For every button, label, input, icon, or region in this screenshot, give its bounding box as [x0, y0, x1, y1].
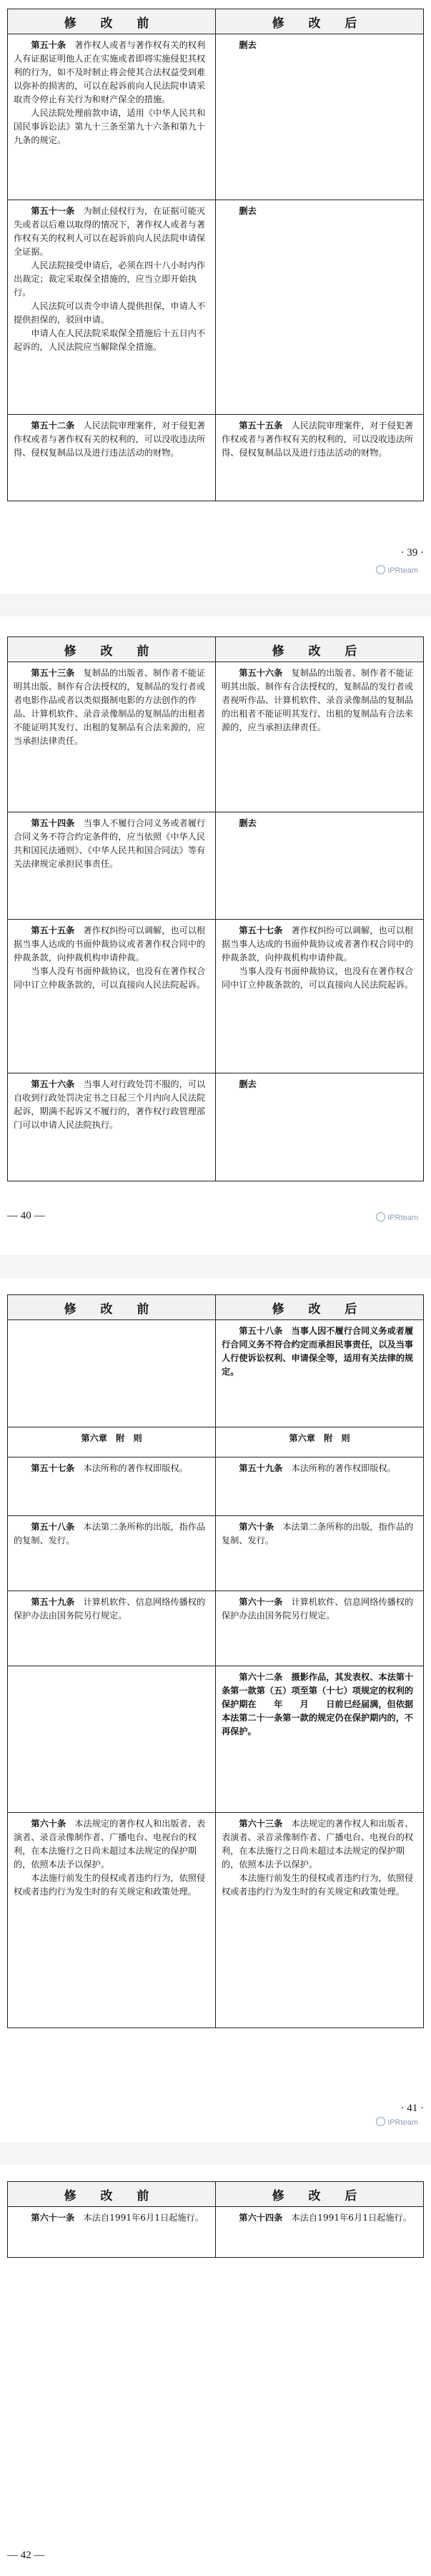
- cell-before: 第五十七条 本法所称的著作权即版权。: [8, 1457, 216, 1515]
- cell-before: 第五十五条 著作权纠纷可以调解，也可以根据当事人达成的书面仲裁协议或者著作权合同中的仲裁条款，向仲裁机构申请仲裁。 当事人没有书面仲裁协议，也没有在著作权合同中订立仲裁条款的，可以直接向人民法院起诉。: [8, 920, 216, 1073]
- cell-after: 第五十九条 本法所称的著作权即版权。: [239, 1463, 396, 1473]
- table-row: [8, 2207, 423, 2257]
- header-after: 修 改 后: [272, 2188, 367, 2203]
- table-row: [8, 1073, 423, 1181]
- header-before: 修 改 前: [8, 637, 216, 662]
- cell-before: 第六十一条 本法自1991年6月1日起施行。: [8, 2207, 216, 2257]
- cell-before: 第五十一条 为制止侵权行为，在证据可能灭失或者以后难以取得的情况下，著作权人或者与著作权有关的权利人可以在起诉前向人民法院申请保全证据。 人民法院接受申请后，必须在四十八小时内作出裁定；裁定采取保全措施的，应当立即开始执行。 人民法院可以责令申请人提供担保，申请人不提供担保的，驳回申请。 申请人在人民法院采取保全措施后十五日内不起诉的，人民法院应当解除保全措施。: [8, 200, 216, 414]
- cell-before: 第五十二条 人民法院审理案件，对于侵犯著作权或者与著作权有关的权利的，可以没收违法所得、侵权复制品以及进行违法活动的财物。: [8, 415, 216, 501]
- cell-before: [8, 1666, 216, 1812]
- cell-after: 第六十四条 本法自1991年6月1日起施行。: [239, 2213, 412, 2223]
- table-header: [8, 9, 423, 34]
- page-number: — 40 —: [7, 1210, 45, 1221]
- table-row: [8, 1457, 423, 1516]
- chapter-title: 第六章 附 则: [289, 1433, 350, 1443]
- cell-before: 第五十九条 计算机软件、信息网络传播权的保护办法由国务院另行规定。: [8, 1591, 216, 1666]
- cell-after: [216, 1427, 423, 1457]
- page-number: · 41 ·: [400, 2103, 424, 2114]
- header-after: 修 改 后: [272, 644, 367, 659]
- page-39: [0, 0, 431, 586]
- comparison-table: [7, 1294, 424, 2028]
- page-42: [0, 2174, 431, 2575]
- cell-before: 第五十条 著作权人或者与著作权有关的权利人有证据证明他人正在实施或者即将实施侵犯其权利的行为，如不及时制止将会使其合法权益受到难以弥补的损害的，可以在起诉前向人民法院申请采取责令停止有关行为和财产保全的措施。 人民法院处理前款申请，适用《中华人民共和国民事诉讼法》第九十三条至第九十六条和第九十九条的规定。: [8, 34, 216, 200]
- table-row: [8, 1591, 423, 1666]
- table-row: [8, 1427, 423, 1457]
- page-41: [0, 1287, 431, 2131]
- watermark: IPRteam: [376, 565, 418, 575]
- header-before: 修 改 前: [8, 2182, 216, 2206]
- cell-before: 第五十八条 本法第二条所称的出版，指作品的复制、发行。: [8, 1516, 216, 1591]
- table-header: [8, 1295, 423, 1320]
- cell-after: 第六十三条 本法规定的著作权人和出版者、表演者、录音录像制作者、广播电台、电视台的权利，在本法施行之日尚未超过本法规定的保护期的，依照本法予以保护。 本法施行前发生的侵权或者违约行为，依照侵权或者违约行为发生时的有关规定和政策处理。: [222, 1819, 414, 1897]
- cell-after: 第五十六条 复制品的出版者、制作者不能证明其出版、制作有合法授权的，复制品的发行者或者视听作品、计算机软件、录音录像制品的复制品的出租者不能证明其发行、出租的复制品有合法来源的，应当承担法律责任。: [222, 668, 414, 732]
- watermark-icon: [376, 565, 385, 574]
- table-row: [8, 920, 423, 1073]
- comparison-table: [7, 9, 424, 501]
- cell-after: 第五十五条 人民法院审理案件，对于侵犯著作权或者与著作权有关的权利的，可以没收违法所得、侵权复制品以及进行违法活动的财物。: [222, 421, 414, 458]
- table-row: [8, 1516, 423, 1591]
- header-before: 修 改 前: [8, 9, 216, 34]
- table-row: [8, 200, 423, 415]
- page-40: [0, 629, 431, 1244]
- watermark: IPRteam: [376, 1212, 418, 1222]
- cell-before: 第六十条 本法规定的著作权人和出版者、表演者、录音录像制作者、广播电台、电视台的权利，在本法施行之日尚未超过本法规定的保护期的，依照本法予以保护。 本法施行前发生的侵权或者违约行为，依照侵权或者违约行为发生时的有关规定和政策处理。: [8, 1813, 216, 2027]
- page-gap: [0, 594, 431, 616]
- table-row: [8, 1666, 423, 1813]
- cell-after: 第六十条 本法第二条所称的出版，指作品的复制、发行。: [222, 1522, 414, 1545]
- cell-after: 第六十一条 计算机软件、信息网络传播权的保护办法由国务院另行规定。: [222, 1597, 414, 1621]
- cell-before: 第五十六条 当事人对行政处罚不服的，可以自收到行政处罚决定书之日起三个月内向人民法院起诉，期满不起诉又不履行的，著作权行政管理部门可以申请人民法院执行。: [8, 1073, 216, 1181]
- table-header: [8, 637, 423, 662]
- table-row: [8, 662, 423, 812]
- header-after: 修 改 后: [272, 1302, 367, 1317]
- cell-before: [8, 1427, 216, 1457]
- table-row: [8, 1320, 423, 1427]
- cell-before: 第五十四条 当事人不履行合同义务或者履行合同义务不符合约定条件的，应当依照《中华人民共和国民法通则》、《中华人民共和国合同法》等有关法律规定承担民事责任。: [8, 812, 216, 919]
- header-before: 修 改 前: [8, 1295, 216, 1319]
- cell-before: [8, 1320, 216, 1427]
- page-gap: [0, 1255, 431, 1278]
- table-row: [8, 812, 423, 920]
- cell-after: 删去: [239, 206, 257, 216]
- watermark-icon: [376, 2117, 385, 2126]
- cell-after: 第五十七条 著作权纠纷可以调解，也可以根据当事人达成的书面仲裁协议或者著作权合同中的仲裁条款，向仲裁机构申请仲裁。 当事人没有书面仲裁协议，也没有在著作权合同中订立仲裁条款的，可以直接向人民法院起诉。: [222, 925, 414, 990]
- page-gap: [0, 2142, 431, 2165]
- watermark-icon: [376, 1212, 385, 1221]
- watermark: IPRteam: [376, 2117, 418, 2127]
- cell-after: 删去: [239, 40, 257, 50]
- chapter-title: 第六章 附 则: [81, 1433, 142, 1443]
- comparison-table: [7, 2181, 424, 2258]
- page-number: — 42 —: [7, 2550, 45, 2561]
- cell-after: 第五十八条 当事人因不履行合同义务或者履行合同义务不符合约定而承担民事责任，以及当事人行使诉讼权利、申请保全等，适用有关法律的规定。: [222, 1326, 414, 1377]
- table-row: [8, 415, 423, 501]
- cell-before: 第五十三条 复制品的出版者、制作者不能证明其出版、制作有合法授权的，复制品的发行者或者电影作品或者以类似摄制电影的方法创作的作品、计算机软件、录音录像制品的复制品的出租者不能证明其发行、出租的复制品有合法来源的，应当承担法律责任。: [8, 662, 216, 812]
- comparison-table: [7, 636, 424, 1181]
- table-row: [8, 1813, 423, 2027]
- cell-after: 删去: [239, 1079, 257, 1089]
- cell-after: 第六十二条 摄影作品，其发表权、本法第十条第一款第（五）项至第（十七）项规定的权利的保护期在 年 月 日前已经届满，但依据本法第二十一条第一款的规定仍在保护期内的，不再保护。: [222, 1672, 414, 1736]
- table-header: [8, 2182, 423, 2207]
- page-number: · 39 ·: [400, 547, 424, 559]
- cell-after: 删去: [239, 818, 257, 828]
- table-row: [8, 34, 423, 200]
- header-after: 修 改 后: [272, 16, 367, 31]
